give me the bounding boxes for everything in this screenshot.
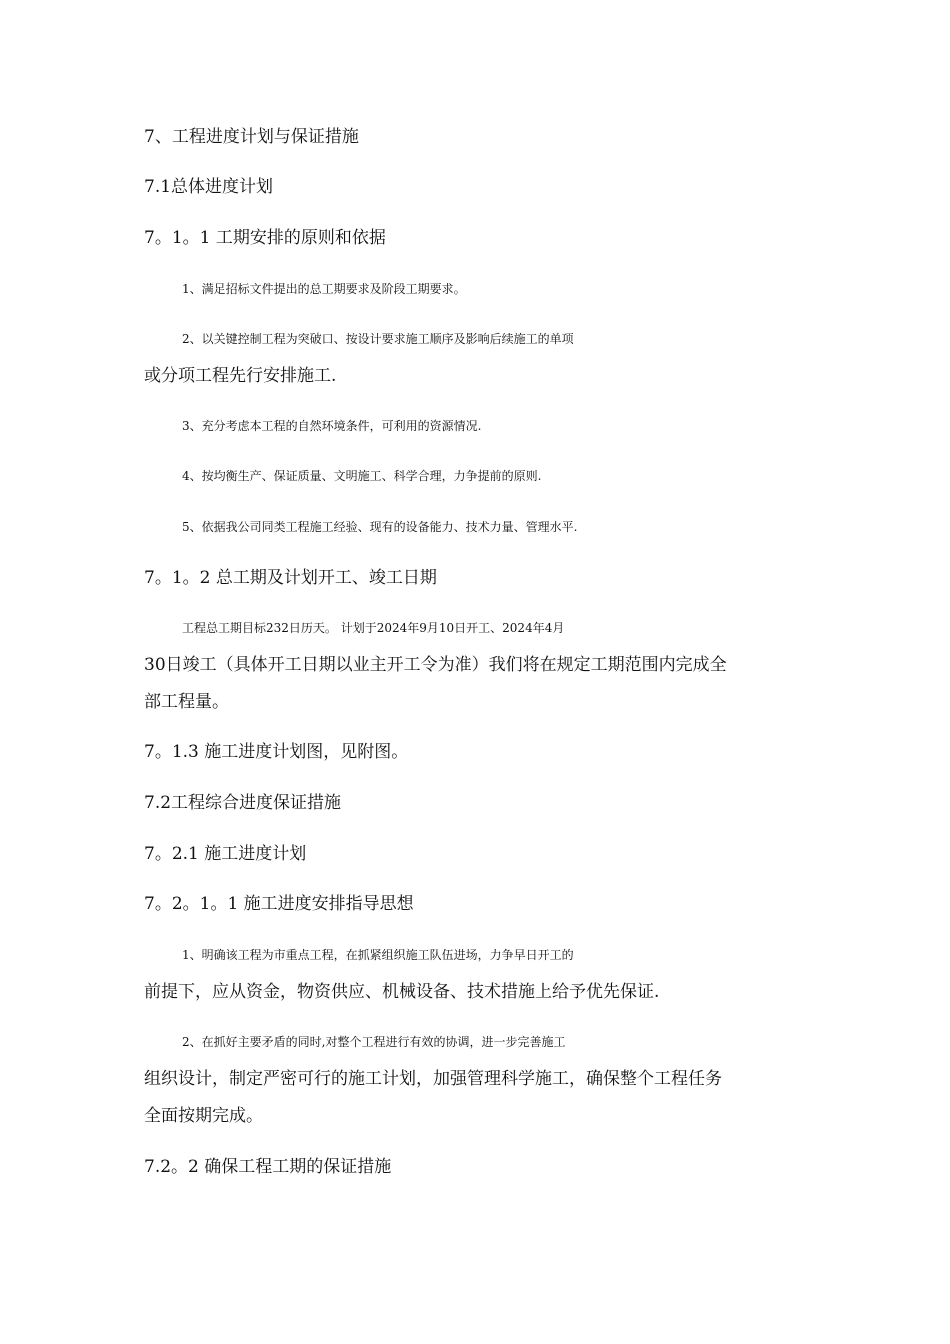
list-item: 1、明确该工程为市重点工程，在抓紧组织施工队伍进场，力争早日开工的 xyxy=(182,948,574,962)
subsubsection-heading: 7。2。1。1 施工进度安排指导思想 xyxy=(144,894,414,914)
list-item-continuation: 或分项工程先行安排施工. xyxy=(144,366,337,386)
list-item-continuation: 全面按期完成。 xyxy=(144,1106,263,1126)
paragraph-line: 部工程量。 xyxy=(144,692,229,712)
list-item: 5、依据我公司同类工程施工经验、现有的设备能力、技术力量、管理水平. xyxy=(182,520,578,534)
section-heading: 7、工程进度计划与保证措施 xyxy=(144,127,359,147)
paragraph-line: 工程总工期目标232日历天。 计划于2024年9月10日开工、2024年4月 xyxy=(182,621,565,635)
subsection-heading: 7.1总体进度计划 xyxy=(144,177,274,197)
paragraph-line: 30日竣工（具体开工日期以业主开工令为准）我们将在规定工期范围内完成全 xyxy=(144,655,727,675)
list-item: 3、充分考虑本工程的自然环境条件，可利用的资源情况. xyxy=(182,419,482,433)
list-item: 2、在抓好主要矛盾的同时,对整个工程进行有效的协调，进一步完善施工 xyxy=(182,1035,566,1049)
subsubsection-heading: 7。1。1 工期安排的原则和依据 xyxy=(144,228,386,248)
subsection-heading: 7.2工程综合进度保证措施 xyxy=(144,793,342,813)
subsubsection-heading: 7。2.1 施工进度计划 xyxy=(144,844,307,864)
subsubsection-heading: 7。1.3 施工进度计划图，见附图。 xyxy=(144,742,409,762)
list-item: 1、满足招标文件提出的总工期要求及阶段工期要求。 xyxy=(182,282,466,296)
list-item: 2、以关键控制工程为突破口、按设计要求施工顺序及影响后续施工的单项 xyxy=(182,332,574,346)
subsubsection-heading: 7.2。2 确保工程工期的保证措施 xyxy=(144,1157,392,1177)
list-item-continuation: 前提下，应从资金，物资供应、机械设备、技术措施上给予优先保证. xyxy=(144,982,660,1002)
list-item-continuation: 组织设计，制定严密可行的施工计划，加强管理科学施工，确保整个工程任务 xyxy=(144,1069,722,1089)
subsubsection-heading: 7。1。2 总工期及计划开工、竣工日期 xyxy=(144,568,437,588)
list-item: 4、按均衡生产、保证质量、文明施工、科学合理，力争提前的原则. xyxy=(182,469,542,483)
